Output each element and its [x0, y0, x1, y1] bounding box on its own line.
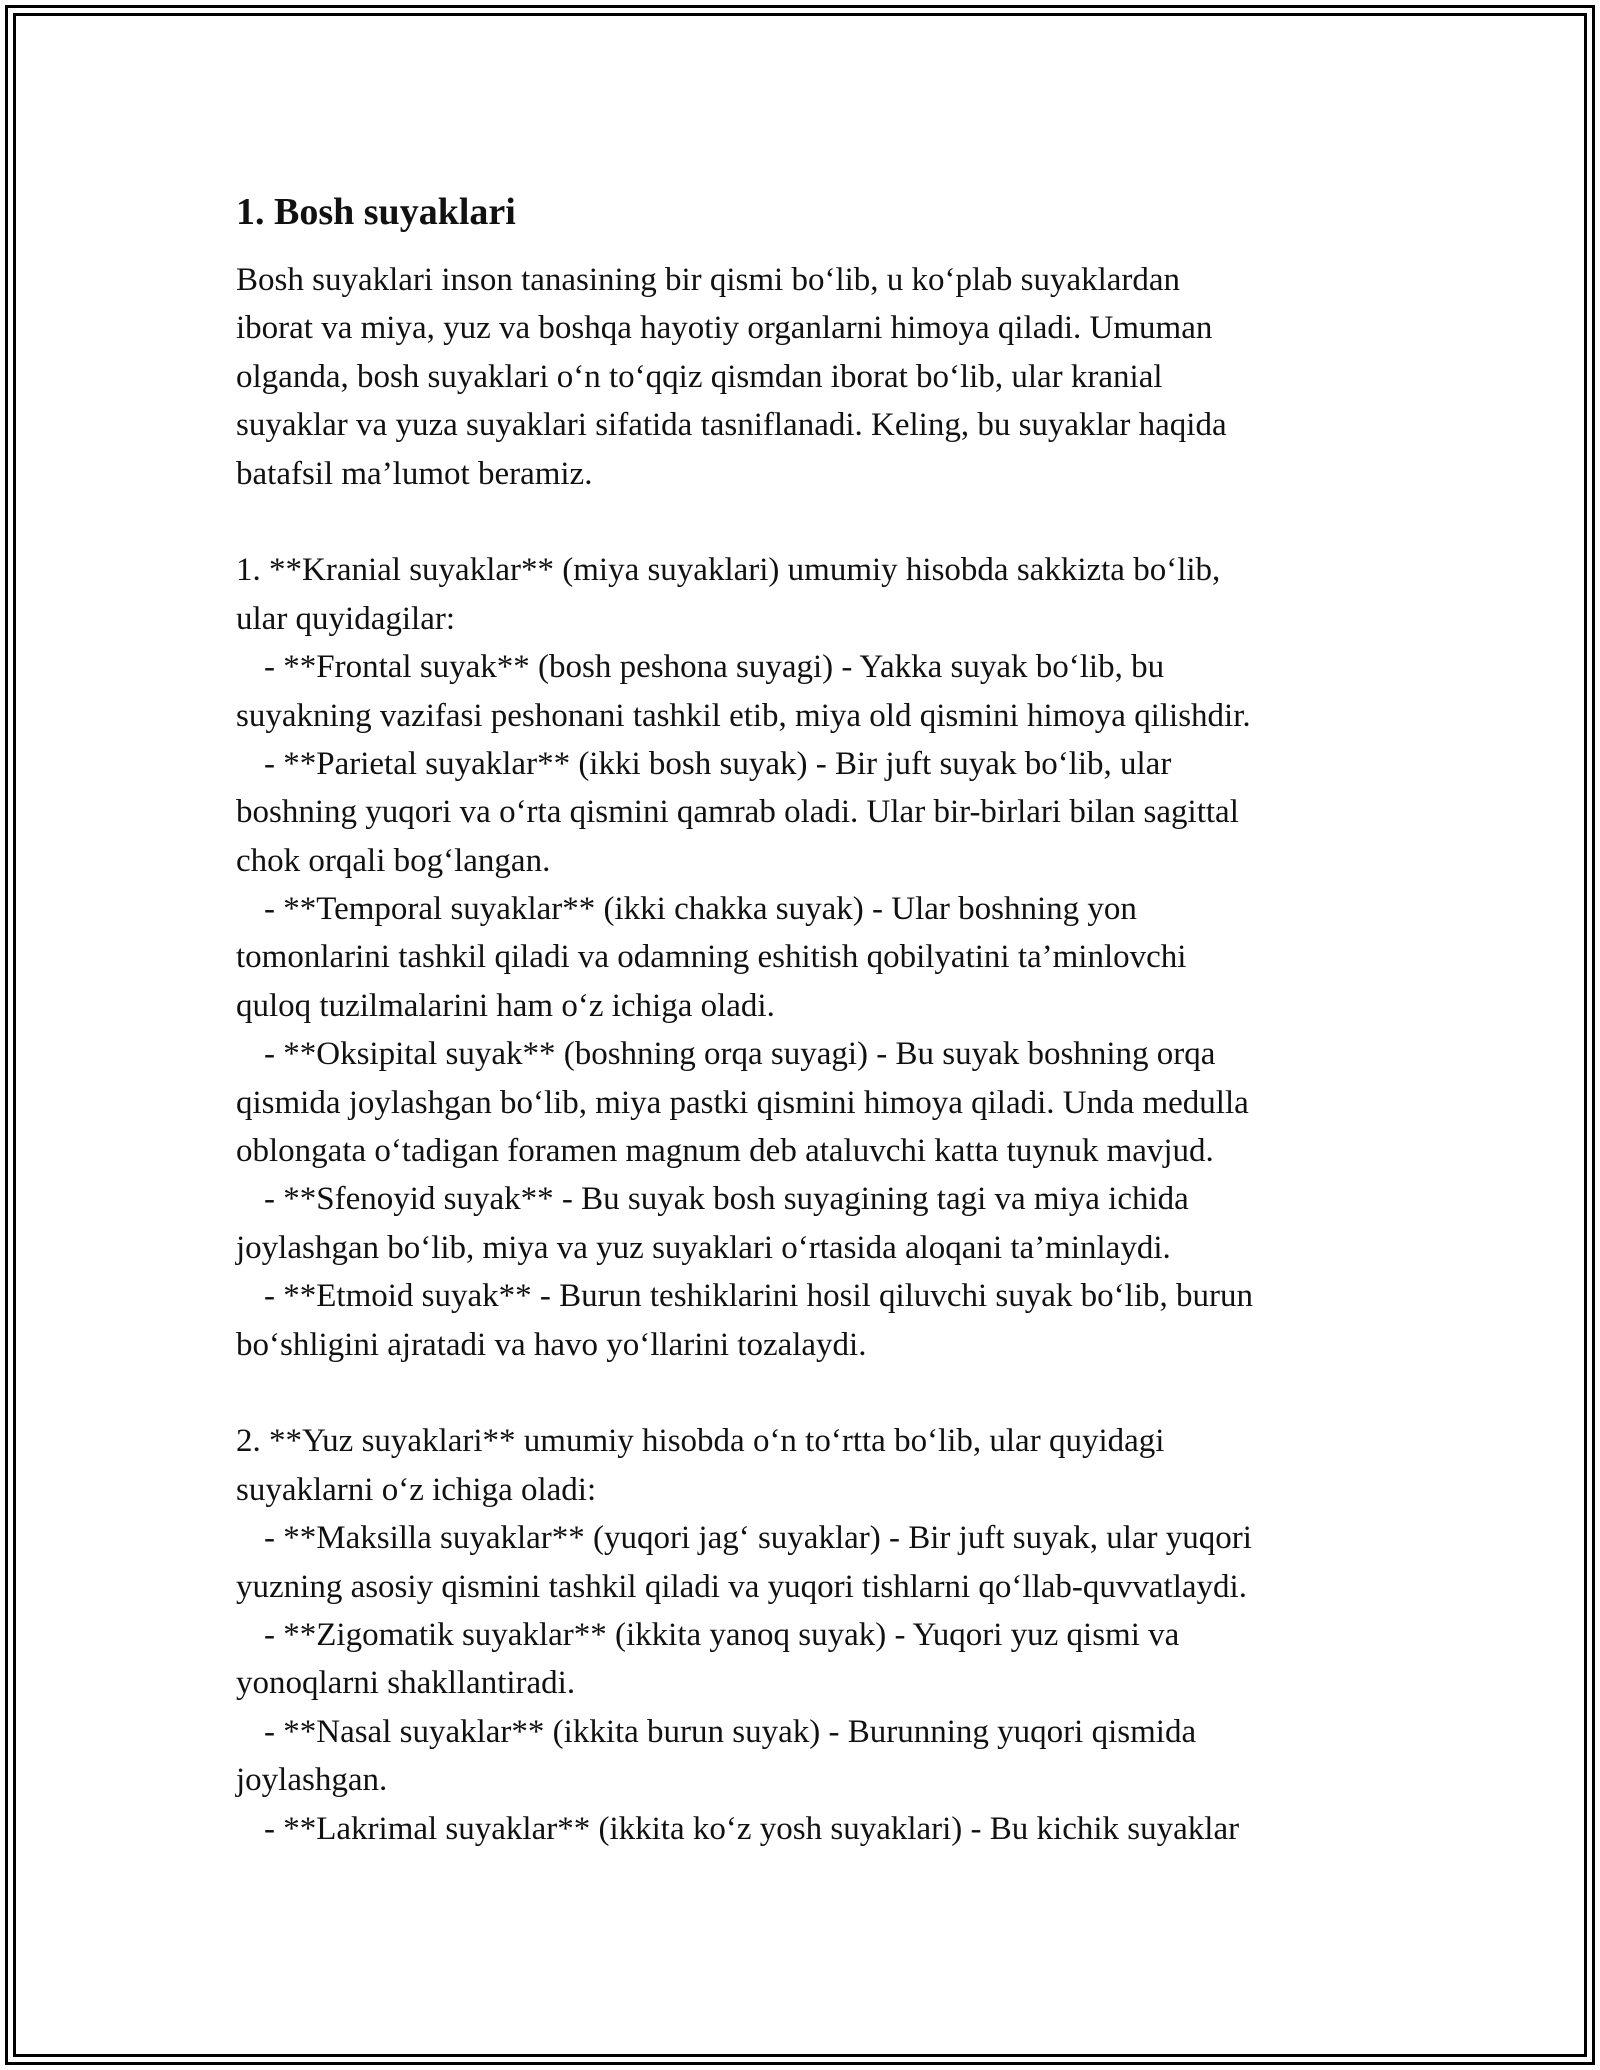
list-item-line: - **Nasal suyaklar** (ikkita burun suyak) - Burunning yuqori qismida: [264, 1713, 1197, 1750]
intro-line: Bosh suyaklari inson tanasining bir qismi bo‘lib, u ko‘plab suyaklardan: [236, 262, 1181, 298]
intro-line: suyaklar va yuza suyaklari sifatida tasniflanadi. Keling, bu suyaklar haqida: [236, 407, 1227, 444]
list-item-sphenoid: [236, 1175, 1376, 1272]
list-item-line: - **Etmoid suyak** - Burun teshiklarini hosil qiluvchi suyak bo‘lib, burun: [264, 1278, 1253, 1315]
section-intro-line: ular quyidagilar:: [236, 600, 456, 637]
list-item-line: joylashgan.: [236, 1762, 388, 1799]
section-cranial-bones: [236, 546, 1376, 1369]
list-item-occipital: [236, 1030, 1376, 1175]
intro-line: batafsil ma’lumot beramiz.: [236, 455, 593, 492]
list-item-line: - **Lakrimal suyaklar** (ikkita ko‘z yosh suyaklari) - Bu kichik suyaklar: [264, 1810, 1240, 1847]
list-item-line: - **Sfenoyid suyak** - Bu suyak bosh suyagining tagi va miya ichida: [264, 1181, 1189, 1218]
section-intro-line: suyaklarni o‘z ichiga oladi:: [236, 1471, 597, 1508]
list-item-line: suyakning vazifasi peshonani tashkil etib, miya old qismini himoya qilishdir.: [236, 697, 1251, 734]
document-heading: 1. Bosh suyaklari: [236, 191, 516, 233]
list-item-line: quloq tuzilmalarini ham o‘z ichiga oladi.: [236, 987, 775, 1024]
list-item-line: boshning yuqori va o‘rta qismini qamrab oladi. Ular bir-birlari bilan sagittal: [236, 794, 1239, 831]
paragraph-spacer: [236, 1369, 1376, 1417]
section-intro-line: 2. **Yuz suyaklari** umumiy hisobda o‘n to‘rtta bo‘lib, ular quyidagi: [236, 1423, 1165, 1460]
list-item-line: - **Temporal suyaklar** (ikki chakka suyak) - Ular boshning yon: [264, 891, 1137, 928]
list-item-frontal: [236, 643, 1376, 740]
list-item-line: qismida joylashgan bo‘lib, miya pastki qismini himoya qiladi. Unda medulla: [236, 1084, 1249, 1121]
section-intro-line: 1. **Kranial suyaklar** (miya suyaklari) umumiy hisobda sakkizta bo‘lib,: [236, 552, 1221, 589]
document-content: [236, 188, 1376, 1853]
list-item-line: tomonlarini tashkil qiladi va odamning eshitish qobilyatini ta’minlovchi: [236, 939, 1187, 976]
intro-line: olganda, bosh suyaklari o‘n to‘qqiz qismdan iborat bo‘lib, ular kranial: [236, 358, 1163, 395]
list-item-line: yuzning asosiy qismini tashkil qiladi va yuqori tishlarni qo‘llab-quvvatlaydi.: [236, 1568, 1247, 1605]
list-item-line: bo‘shligini ajratadi va havo yo‘llarini tozalaydi.: [236, 1326, 867, 1363]
paragraph-spacer: [236, 498, 1376, 546]
list-item-line: - **Maksilla suyaklar** (yuqori jag‘ suyaklar) - Bir juft suyak, ular yuqori: [264, 1520, 1252, 1557]
list-item-zygomatic: [236, 1611, 1376, 1708]
list-item-temporal: [236, 885, 1376, 1030]
list-item-nasal: [236, 1708, 1376, 1805]
intro-line: iborat va miya, yuz va boshqa hayotiy organlarni himoya qiladi. Umuman: [236, 310, 1213, 347]
intro-paragraph: [236, 256, 1376, 498]
section-facial-bones: [236, 1417, 1376, 1853]
list-item-lacrimal: [236, 1805, 1376, 1853]
list-item-line: chok orqali bog‘langan.: [236, 842, 551, 879]
list-item-maxilla: [236, 1514, 1376, 1611]
list-item-ethmoid: [236, 1272, 1376, 1369]
list-item-line: - **Frontal suyak** (bosh peshona suyagi) - Yakka suyak bo‘lib, bu: [264, 649, 1165, 686]
list-item-line: - **Zigomatik suyaklar** (ikkita yanoq suyak) - Yuqori yuz qismi va: [264, 1616, 1180, 1653]
list-item-parietal: [236, 740, 1376, 885]
list-item-line: - **Oksipital suyak** (boshning orqa suyagi) - Bu suyak boshning orqa: [264, 1036, 1216, 1073]
list-item-line: - **Parietal suyaklar** (ikki bosh suyak) - Bir juft suyak bo‘lib, ular: [264, 745, 1172, 782]
list-item-line: oblongata o‘tadigan foramen magnum deb ataluvchi katta tuynuk mavjud.: [236, 1133, 1214, 1170]
list-item-line: yonoqlarni shakllantiradi.: [236, 1665, 576, 1702]
list-item-line: joylashgan bo‘lib, miya va yuz suyaklari o‘rtasida aloqani ta’minlaydi.: [236, 1229, 1171, 1266]
